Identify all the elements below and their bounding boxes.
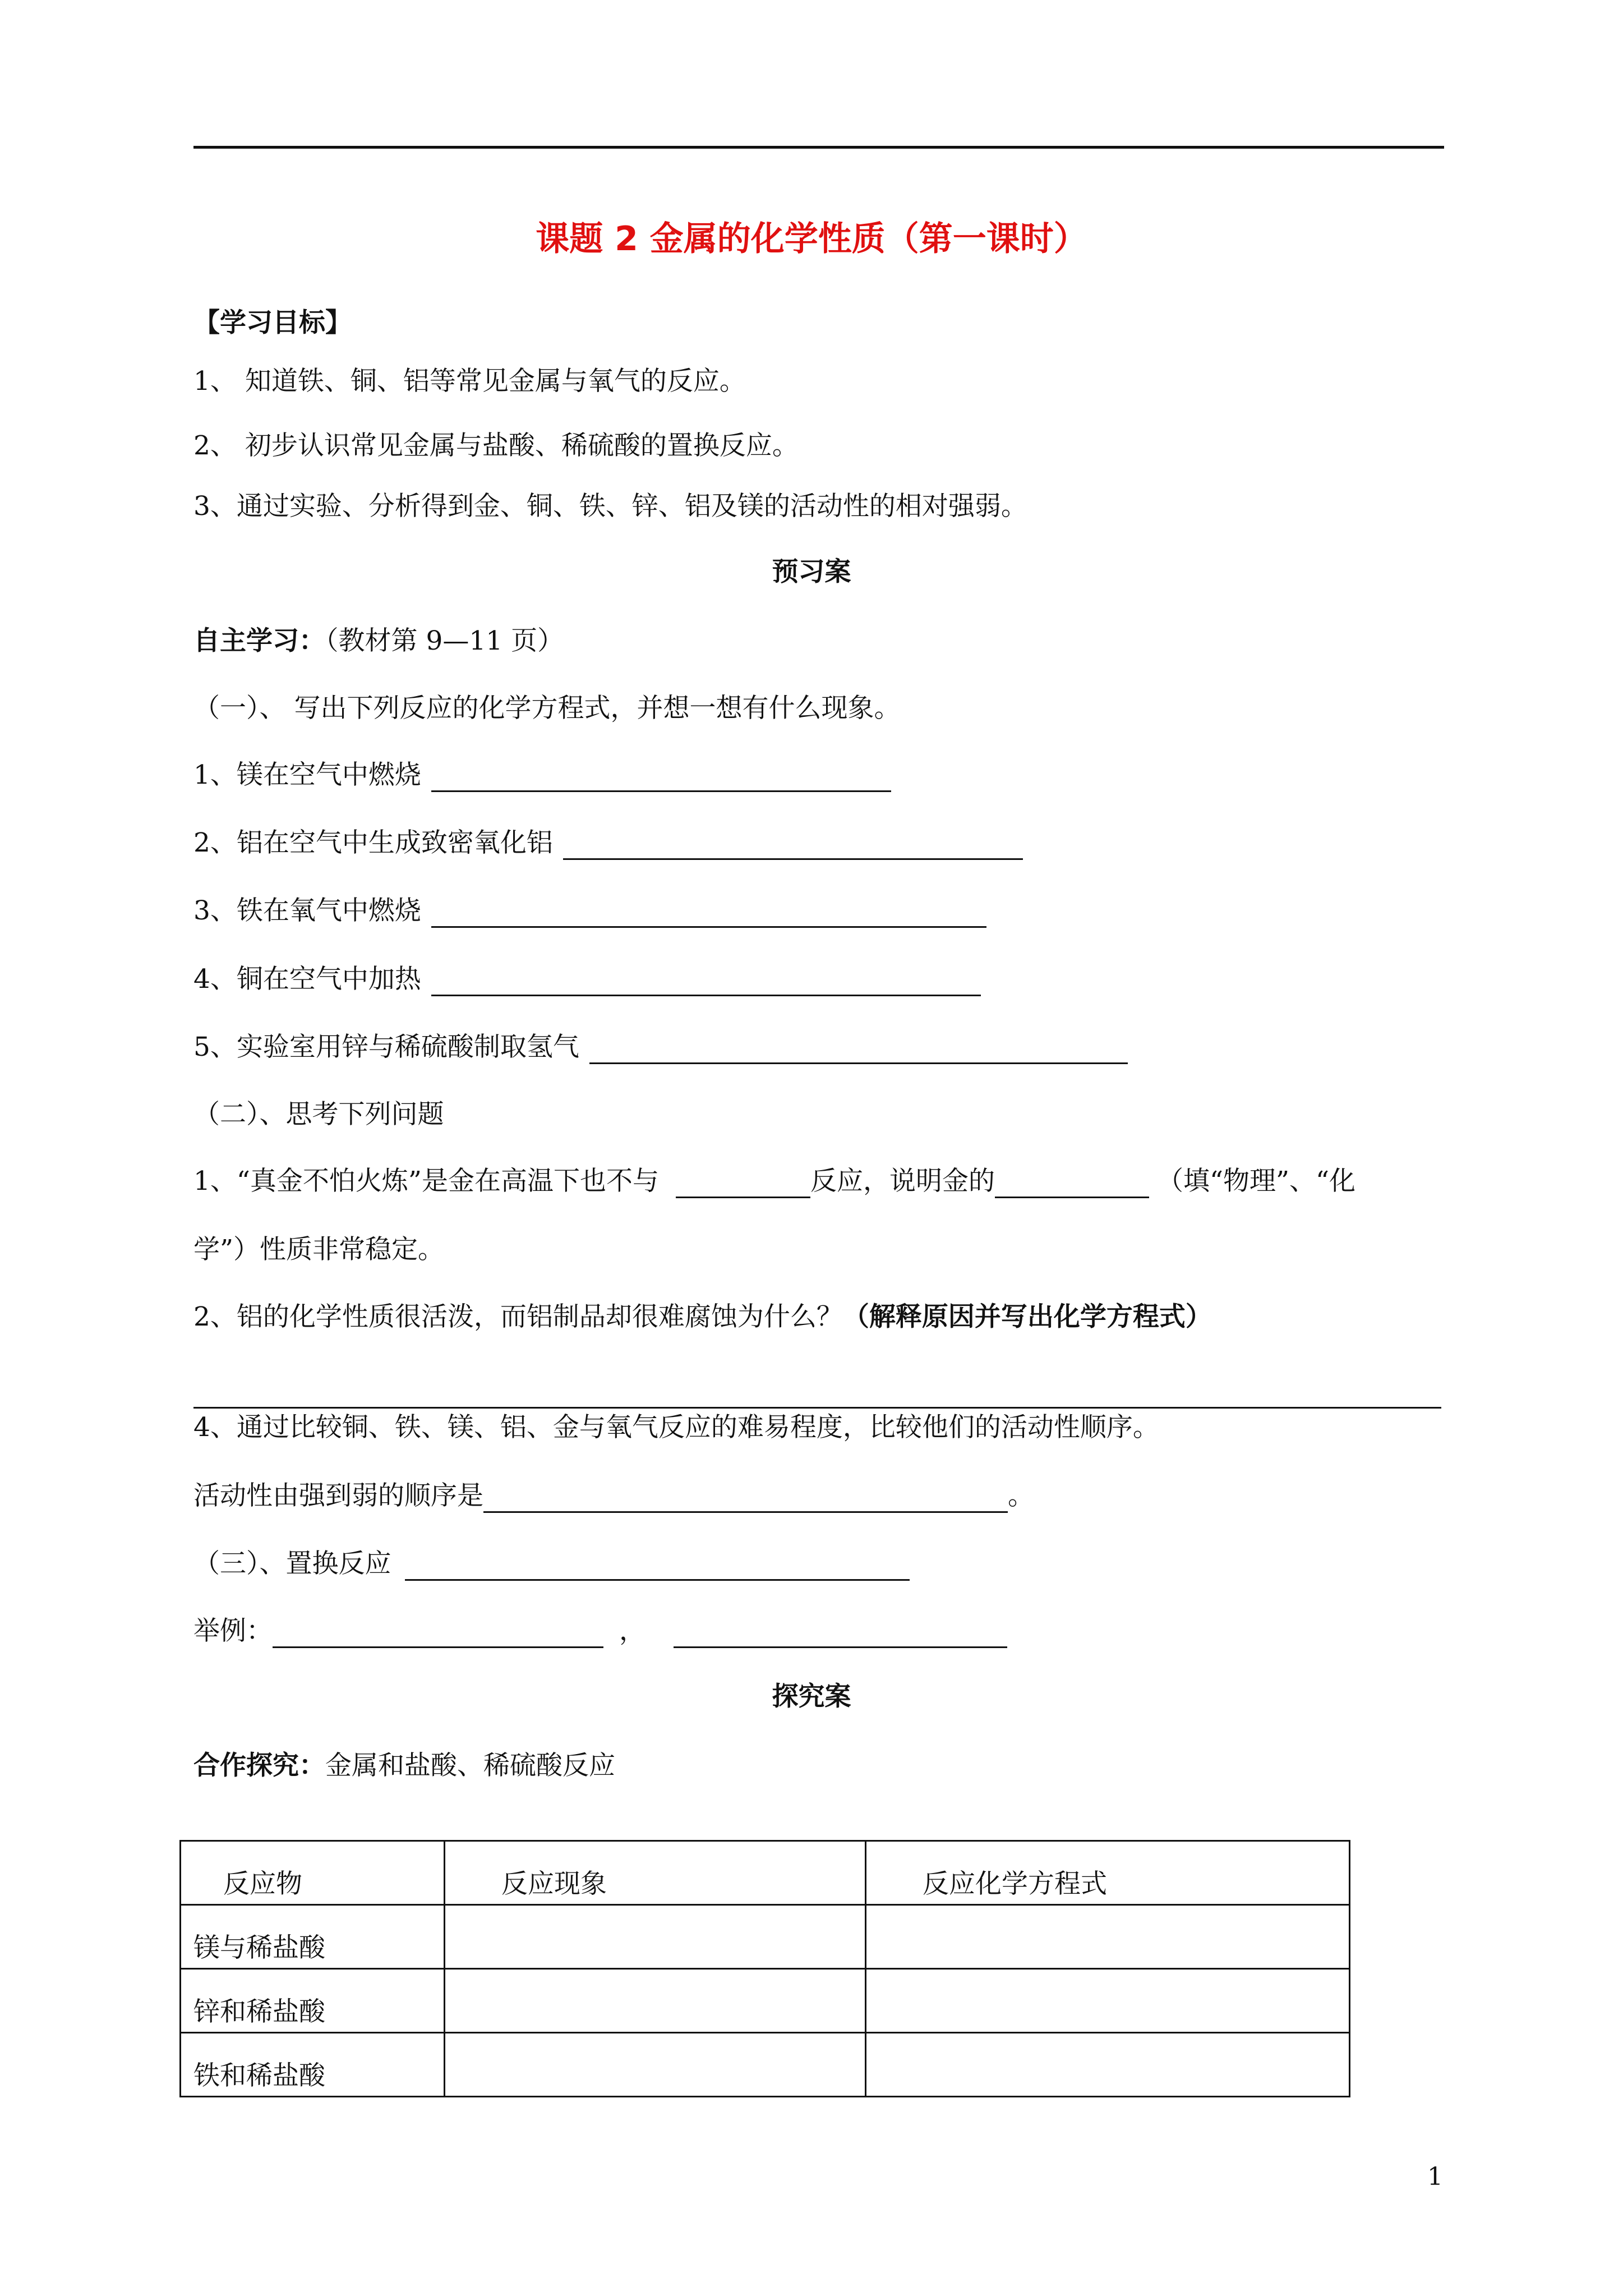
reaction-label: 5、实验室用锌与稀硫酸制取氢气 [193, 1032, 579, 1062]
page-number: 1 [1427, 2162, 1443, 2191]
table-cell-blank[interactable] [445, 1969, 866, 2033]
table-cell-blank[interactable] [866, 1905, 1350, 1969]
explore-heading: 探究案 [772, 1681, 851, 1712]
table-header: 反应现象 [445, 1841, 866, 1905]
table-cell: 镁与稀盐酸 [181, 1905, 445, 1969]
reaction-table [179, 1840, 1350, 2097]
coop-line [193, 1749, 615, 1783]
table-cell: 锌和稀盐酸 [181, 1969, 445, 2033]
q1-text: 反应，说明金的 [810, 1166, 995, 1197]
reaction-label: 2、铝在空气中生成致密氧化铝 [193, 827, 553, 858]
answer-blank[interactable] [995, 1171, 1149, 1198]
self-study-label: 自主学习： [193, 625, 325, 656]
part2-heading: （二）、思考下列问题 [193, 1099, 444, 1130]
reaction-line [193, 1030, 1128, 1064]
objective-item: 2、 初步认识常见金属与盐酸、稀硫酸的置换反应。 [193, 430, 799, 461]
reaction-line [193, 758, 891, 792]
order-line [193, 1479, 1034, 1513]
order-label: 活动性由强到弱的顺序是 [193, 1480, 483, 1511]
answer-blank[interactable] [431, 969, 981, 996]
reaction-line [193, 826, 1023, 860]
example-label: 举例： [193, 1616, 273, 1646]
answer-rule[interactable] [193, 1407, 1441, 1409]
table-row [181, 1905, 1350, 1969]
example-separator: ， [619, 1616, 645, 1646]
answer-blank[interactable] [483, 1485, 1008, 1513]
answer-blank[interactable] [676, 1171, 810, 1198]
example-line [193, 1614, 1007, 1648]
objectives-heading: 【学习目标】 [193, 307, 352, 338]
table-header: 反应化学方程式 [866, 1841, 1350, 1905]
table-header-row [181, 1841, 1350, 1905]
question-1 [193, 1165, 1355, 1198]
part1-heading: （一）、 写出下列反应的化学方程式，并想一想有什么现象。 [193, 693, 901, 724]
answer-blank[interactable] [273, 1621, 603, 1648]
reaction-line [193, 894, 986, 928]
table-cell-blank[interactable] [866, 2033, 1350, 2097]
self-study-ref: （教材第 9—11 页） [325, 625, 564, 656]
preview-heading: 预习案 [772, 556, 851, 587]
question-1-cont: 学”）性质非常稳定。 [193, 1234, 445, 1265]
answer-blank[interactable] [589, 1037, 1128, 1064]
self-study-line [193, 624, 564, 658]
q1-text: 1、“真金不怕火炼”是金在高温下也不与 [193, 1166, 659, 1197]
reaction-label: 1、镁在空气中燃烧 [193, 760, 421, 790]
objective-item: 1、 知道铁、铜、铝等常见金属与氧气的反应。 [193, 366, 746, 397]
table-row [181, 1969, 1350, 2033]
answer-blank[interactable] [405, 1553, 910, 1581]
table-header: 反应物 [181, 1841, 445, 1905]
coop-text: 金属和盐酸、稀硫酸反应 [325, 1750, 615, 1781]
question-4: 4、通过比较铜、铁、镁、铝、金与氧气反应的难易程度，比较他们的活动性顺序。 [193, 1412, 1159, 1443]
table-cell-blank[interactable] [445, 1905, 866, 1969]
answer-blank[interactable] [674, 1621, 1007, 1648]
answer-blank[interactable] [431, 765, 891, 792]
answer-blank[interactable] [431, 900, 986, 928]
question-2 [193, 1300, 1212, 1334]
table-row [181, 2033, 1350, 2097]
table-cell-blank[interactable] [445, 2033, 866, 2097]
part3-line [193, 1547, 910, 1581]
objective-item: 3、通过实验、分析得到金、铜、铁、锌、铝及镁的活动性的相对强弱。 [193, 491, 1027, 522]
reaction-label: 3、铁在氧气中燃烧 [193, 895, 421, 926]
q2-bold-text: （解释原因并写出化学方程式） [842, 1301, 1212, 1332]
q1-text: （填“物理”、“化 [1156, 1166, 1356, 1197]
table-cell: 铁和稀盐酸 [181, 2033, 445, 2097]
order-end: 。 [1008, 1480, 1034, 1511]
part3-label: （三）、置换反应 [193, 1548, 391, 1579]
answer-blank[interactable] [563, 832, 1023, 860]
table-cell-blank[interactable] [866, 1969, 1350, 2033]
q2-text: 2、铝的化学性质很活泼，而铝制品却很难腐蚀为什么？ [193, 1301, 843, 1332]
page-title: 课题 2 金属的化学性质（第一课时） [536, 219, 1087, 259]
header-rule [193, 146, 1444, 149]
coop-label: 合作探究： [193, 1750, 325, 1781]
reaction-label: 4、铜在空气中加热 [193, 964, 421, 995]
reaction-line [193, 963, 981, 996]
